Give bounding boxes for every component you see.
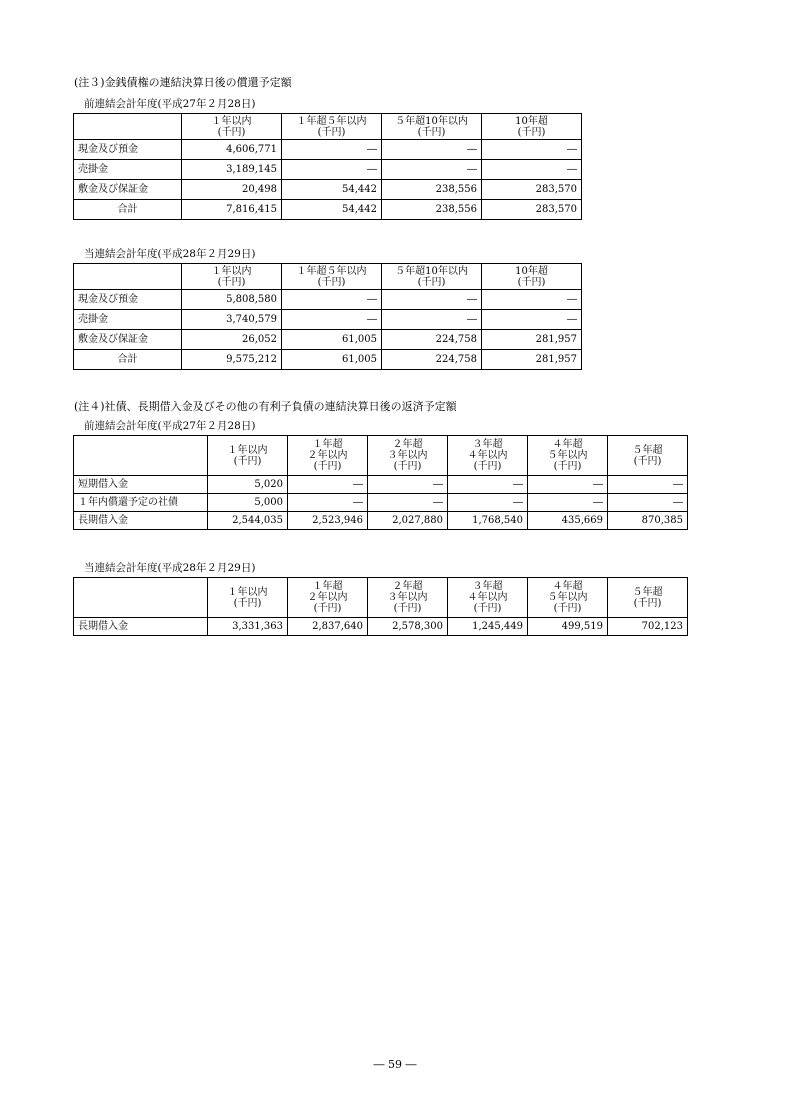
value-cell: ― bbox=[282, 310, 382, 330]
column-header bbox=[182, 264, 282, 290]
note4-prev-table bbox=[73, 435, 688, 530]
value-cell: 5,000 bbox=[208, 494, 288, 512]
value-cell: 283,570 bbox=[482, 200, 582, 220]
column-header-line: 10年超 bbox=[515, 265, 548, 277]
column-header-line: １年超 bbox=[312, 439, 343, 450]
row-label: 現金及び預金 bbox=[74, 290, 182, 310]
column-header-line: ３年以内 bbox=[387, 450, 428, 461]
column-header-line: (千円) bbox=[473, 461, 502, 472]
column-header bbox=[608, 436, 688, 476]
value-cell: 2,837,640 bbox=[288, 618, 368, 636]
column-header-line: (千円) bbox=[553, 461, 582, 472]
value-cell: 2,544,035 bbox=[208, 512, 288, 530]
table-row bbox=[74, 290, 582, 310]
corner-cell bbox=[74, 436, 208, 476]
column-header-line: ２年超 bbox=[392, 439, 423, 450]
column-header bbox=[482, 264, 582, 290]
value-cell: 61,005 bbox=[282, 330, 382, 350]
value-cell: ― bbox=[382, 140, 482, 160]
column-header-line: (千円) bbox=[217, 276, 246, 288]
column-header-line: ５年超 bbox=[632, 444, 663, 456]
row-label: 合計 bbox=[74, 350, 182, 370]
column-header-line: (千円) bbox=[217, 126, 246, 138]
column-header-line: (千円) bbox=[313, 603, 342, 614]
row-label: １年内償還予定の社債 bbox=[74, 494, 208, 512]
value-cell: 26,052 bbox=[182, 330, 282, 350]
column-header-line: ２年以内 bbox=[307, 450, 348, 461]
page-number: ― 59 ― bbox=[373, 1058, 417, 1071]
column-header-line: ４年超 bbox=[552, 439, 583, 450]
column-header-line: １年以内 bbox=[227, 444, 268, 456]
value-cell: 870,385 bbox=[608, 512, 688, 530]
column-header-line: １年超 bbox=[312, 581, 343, 592]
value-cell: 1,245,449 bbox=[448, 618, 528, 636]
column-header bbox=[382, 114, 482, 140]
table-row bbox=[74, 494, 688, 512]
table-row bbox=[74, 180, 582, 200]
column-header-line: (千円) bbox=[517, 126, 546, 138]
row-label: 短期借入金 bbox=[74, 476, 208, 494]
value-cell: ― bbox=[608, 476, 688, 494]
row-label: 売掛金 bbox=[74, 310, 182, 330]
table-row bbox=[74, 310, 582, 330]
value-cell: 20,498 bbox=[182, 180, 282, 200]
value-cell: 283,570 bbox=[482, 180, 582, 200]
value-cell: 54,442 bbox=[282, 180, 382, 200]
row-label: 長期借入金 bbox=[74, 618, 208, 636]
value-cell: 9,575,212 bbox=[182, 350, 282, 370]
value-cell: 2,027,880 bbox=[368, 512, 448, 530]
value-cell: ― bbox=[288, 494, 368, 512]
column-header-line: ５年超10年以内 bbox=[395, 115, 468, 127]
column-header bbox=[282, 114, 382, 140]
note3-curr-caption: 当連結会計年度(平成28年２月29日) bbox=[84, 248, 256, 260]
note3-heading: (注３)金銭債権の連結決算日後の償還予定額 bbox=[74, 76, 292, 89]
column-header-line: (千円) bbox=[393, 603, 422, 614]
column-header bbox=[528, 578, 608, 618]
value-cell: ― bbox=[482, 140, 582, 160]
column-header-line: １年以内 bbox=[211, 265, 252, 277]
note4-heading: (注４)社債、長期借入金及びその他の有利子負債の連結決算日後の返済予定額 bbox=[74, 400, 457, 413]
column-header-line: ４年超 bbox=[552, 581, 583, 592]
column-header-line: ２年以内 bbox=[307, 592, 348, 603]
value-cell: 702,123 bbox=[608, 618, 688, 636]
row-label: 敷金及び保証金 bbox=[74, 330, 182, 350]
column-header-line: ５年以内 bbox=[547, 592, 588, 603]
header-row bbox=[74, 264, 582, 290]
value-cell: ― bbox=[282, 160, 382, 180]
value-cell: 224,758 bbox=[382, 350, 482, 370]
value-cell: 3,189,145 bbox=[182, 160, 282, 180]
column-header bbox=[182, 114, 282, 140]
corner-cell bbox=[74, 264, 182, 290]
value-cell: 7,816,415 bbox=[182, 200, 282, 220]
column-header-line: (千円) bbox=[317, 126, 346, 138]
value-cell: 2,523,946 bbox=[288, 512, 368, 530]
column-header-line: ５年超 bbox=[632, 586, 663, 598]
column-header-line: (千円) bbox=[233, 455, 262, 467]
value-cell: 2,578,300 bbox=[368, 618, 448, 636]
note3-prev-caption: 前連結会計年度(平成27年２月28日) bbox=[84, 98, 256, 110]
corner-cell bbox=[74, 578, 208, 618]
header-row bbox=[74, 114, 582, 140]
column-header-line: (千円) bbox=[417, 276, 446, 288]
value-cell: 281,957 bbox=[482, 350, 582, 370]
note3-curr-table bbox=[73, 263, 582, 370]
column-header-line: (千円) bbox=[393, 461, 422, 472]
value-cell: ― bbox=[282, 140, 382, 160]
value-cell: 5,808,580 bbox=[182, 290, 282, 310]
value-cell: ― bbox=[608, 494, 688, 512]
column-header-line: ３年以内 bbox=[387, 592, 428, 603]
column-header-line: １年超５年以内 bbox=[296, 115, 367, 127]
column-header-line: ２年超 bbox=[392, 581, 423, 592]
column-header-line: (千円) bbox=[473, 603, 502, 614]
value-cell: ― bbox=[288, 476, 368, 494]
column-header bbox=[482, 114, 582, 140]
value-cell: 5,020 bbox=[208, 476, 288, 494]
value-cell: ― bbox=[448, 494, 528, 512]
row-label: 敷金及び保証金 bbox=[74, 180, 182, 200]
column-header bbox=[528, 436, 608, 476]
column-header bbox=[382, 264, 482, 290]
column-header bbox=[448, 578, 528, 618]
column-header bbox=[282, 264, 382, 290]
column-header bbox=[608, 578, 688, 618]
column-header bbox=[448, 436, 528, 476]
value-cell: ― bbox=[482, 160, 582, 180]
column-header-line: ４年以内 bbox=[467, 592, 508, 603]
note4-curr-caption: 当連結会計年度(平成28年２月29日) bbox=[84, 562, 256, 574]
row-label: 売掛金 bbox=[74, 160, 182, 180]
column-header-line: １年以内 bbox=[227, 586, 268, 598]
table-row bbox=[74, 160, 582, 180]
value-cell: 238,556 bbox=[382, 200, 482, 220]
column-header-line: ３年超 bbox=[472, 439, 503, 450]
note4-curr-table bbox=[73, 577, 688, 636]
value-cell: ― bbox=[382, 290, 482, 310]
column-header-line: (千円) bbox=[517, 276, 546, 288]
column-header-line: (千円) bbox=[553, 603, 582, 614]
column-header-line: (千円) bbox=[633, 455, 662, 467]
table-row bbox=[74, 350, 582, 370]
note3-prev-table bbox=[73, 113, 582, 220]
value-cell: 4,606,771 bbox=[182, 140, 282, 160]
value-cell: 61,005 bbox=[282, 350, 382, 370]
value-cell: 3,331,363 bbox=[208, 618, 288, 636]
header-row bbox=[74, 436, 688, 476]
value-cell: ― bbox=[382, 160, 482, 180]
header-row bbox=[74, 578, 688, 618]
value-cell: ― bbox=[382, 310, 482, 330]
column-header bbox=[368, 436, 448, 476]
value-cell: 499,519 bbox=[528, 618, 608, 636]
column-header-line: (千円) bbox=[233, 597, 262, 609]
row-label: 合計 bbox=[74, 200, 182, 220]
value-cell: 281,957 bbox=[482, 330, 582, 350]
column-header-line: 10年超 bbox=[515, 115, 548, 127]
value-cell: ― bbox=[282, 290, 382, 310]
value-cell: 1,768,540 bbox=[448, 512, 528, 530]
column-header-line: (千円) bbox=[633, 597, 662, 609]
value-cell: ― bbox=[448, 476, 528, 494]
column-header-line: ５年以内 bbox=[547, 450, 588, 461]
column-header-line: ４年以内 bbox=[467, 450, 508, 461]
value-cell: 238,556 bbox=[382, 180, 482, 200]
column-header bbox=[208, 578, 288, 618]
column-header bbox=[368, 578, 448, 618]
table-row bbox=[74, 200, 582, 220]
column-header-line: ３年超 bbox=[472, 581, 503, 592]
value-cell: ― bbox=[482, 310, 582, 330]
column-header-line: (千円) bbox=[417, 126, 446, 138]
table-row bbox=[74, 330, 582, 350]
row-label: 長期借入金 bbox=[74, 512, 208, 530]
table-row bbox=[74, 618, 688, 636]
row-label: 現金及び預金 bbox=[74, 140, 182, 160]
column-header bbox=[288, 436, 368, 476]
value-cell: 224,758 bbox=[382, 330, 482, 350]
table-row bbox=[74, 140, 582, 160]
value-cell: ― bbox=[368, 494, 448, 512]
value-cell: 54,442 bbox=[282, 200, 382, 220]
table-row bbox=[74, 512, 688, 530]
column-header-line: (千円) bbox=[313, 461, 342, 472]
column-header-line: ５年超10年以内 bbox=[395, 265, 468, 277]
corner-cell bbox=[74, 114, 182, 140]
column-header bbox=[288, 578, 368, 618]
note4-prev-caption: 前連結会計年度(平成27年２月28日) bbox=[84, 420, 256, 432]
column-header bbox=[208, 436, 288, 476]
value-cell: ― bbox=[368, 476, 448, 494]
value-cell: 435,669 bbox=[528, 512, 608, 530]
value-cell: ― bbox=[528, 494, 608, 512]
value-cell: 3,740,579 bbox=[182, 310, 282, 330]
value-cell: ― bbox=[482, 290, 582, 310]
column-header-line: １年超５年以内 bbox=[296, 265, 367, 277]
column-header-line: １年以内 bbox=[211, 115, 252, 127]
value-cell: ― bbox=[528, 476, 608, 494]
table-row bbox=[74, 476, 688, 494]
column-header-line: (千円) bbox=[317, 276, 346, 288]
